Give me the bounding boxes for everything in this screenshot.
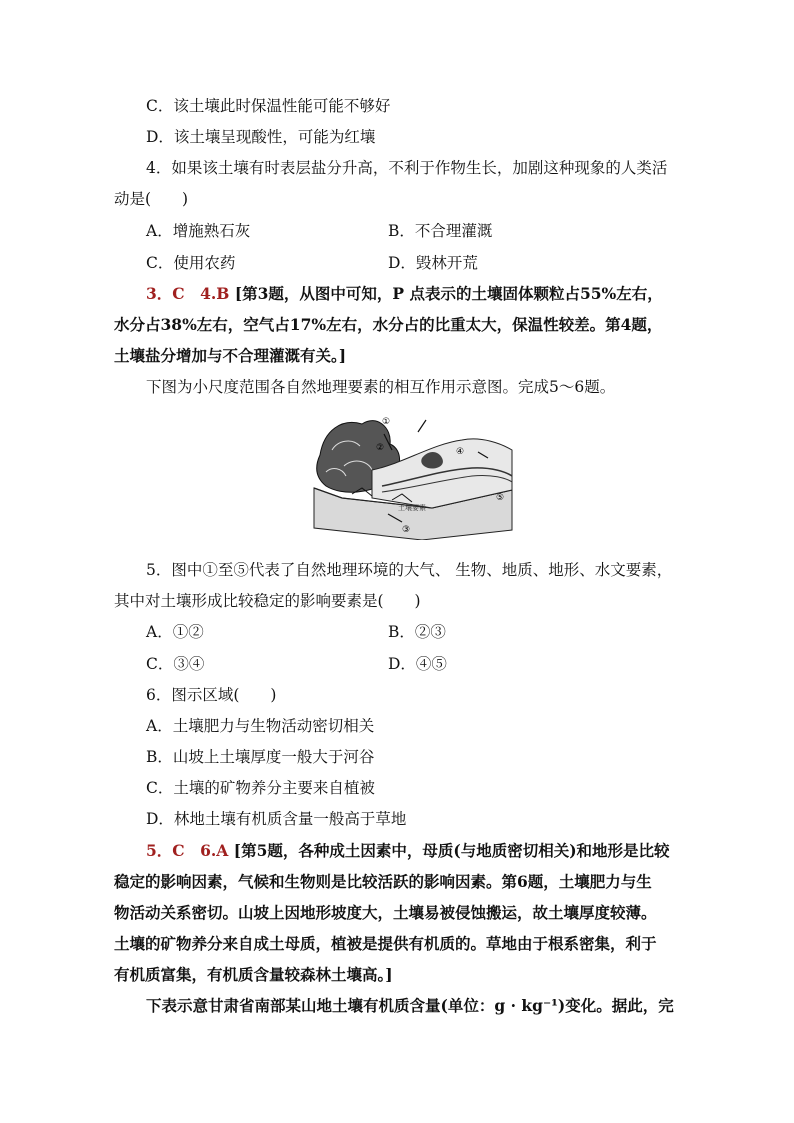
- answer-key: 5．C 6.A: [146, 841, 229, 860]
- q6-stem: 6．图示区域( ): [146, 686, 277, 704]
- q5-option-c: C．③④: [146, 655, 205, 673]
- answer-explanation: [第5题，各种成土因素中，母质(与地质密切相关)和地形是比较: [233, 841, 670, 860]
- answer-5-6-line3: 物活动关系密切。山坡上因地形坡度大，土壤易被侵蚀搬运，故土壤厚度较薄。: [114, 903, 657, 922]
- q3-option-c: C．该土壤此时保温性能可能不够好: [146, 97, 391, 115]
- q5-option-b: B．②③: [388, 623, 446, 641]
- q5-stem-line1: 5．图中①至⑤代表了自然地理环境的大气、 生物、地质、地形、水文要素，: [146, 561, 673, 579]
- answer-explanation: [第3题，从图中可知，P 点表示的土壤固体颗粒占55%左右，: [234, 284, 663, 303]
- answer-3-4: [146, 284, 663, 304]
- marker-3: ③: [402, 525, 411, 535]
- geography-diagram: [312, 410, 516, 540]
- q4-option-d: D．毁林开荒: [388, 254, 478, 272]
- q6-option-d: D．林地土壤有机质含量一般高于草地: [146, 810, 407, 828]
- q5-option-d: D．④⑤: [388, 655, 447, 673]
- q3-option-d: D．该土壤呈现酸性，可能为红壤: [146, 128, 376, 146]
- answer-5-6-line4: 土壤的矿物养分来自成土母质，植被是提供有机质的。草地由于根系密集，利于: [114, 934, 657, 953]
- marker-4: ④: [456, 447, 465, 457]
- answer-3-4-line3: 土壤盐分增加与不合理灌溉有关。]: [114, 346, 347, 365]
- q4-option-c: C．使用农药: [146, 254, 236, 272]
- soil-label: 土壤要素: [398, 504, 426, 512]
- q6-option-c: C．土壤的矿物养分主要来自植被: [146, 779, 375, 797]
- answer-key: 3．C 4.B: [146, 284, 230, 303]
- answer-3-4-line2: 水分占38%左右，空气占17%左右，水分占的比重太大，保温性较差。第4题，: [114, 315, 663, 334]
- q6-option-b: B．山坡上土壤厚度一般大于河谷: [146, 748, 375, 766]
- q4-stem-line2: 动是( ): [114, 190, 189, 208]
- q5-stem-line2: 其中对土壤形成比较稳定的影响要素是( ): [114, 592, 421, 610]
- q4-option-b: B．不合理灌溉: [388, 222, 493, 240]
- marker-2: ②: [376, 443, 385, 453]
- intro-table: 下表示意甘肃省南部某山地土壤有机质含量(单位：g · kg⁻¹)变化。据此，完: [146, 996, 674, 1015]
- answer-5-6: [146, 841, 670, 861]
- answer-5-6-line5: 有机质富集，有机质含量较森林土壤高。]: [114, 965, 393, 984]
- q5-option-a: A．①②: [146, 623, 204, 641]
- landscape-illustration: [312, 410, 516, 540]
- answer-5-6-line2: 稳定的影响因素，气候和生物则是比较活跃的影响因素。第6题，土壤肥力与生: [114, 872, 652, 891]
- marker-1: ①: [382, 417, 391, 427]
- q4-option-a: A．增施熟石灰: [146, 222, 251, 240]
- q6-option-a: A．土壤肥力与生物活动密切相关: [146, 717, 375, 735]
- q4-stem-line1: 4．如果该土壤有时表层盐分升高，不利于作物生长，加剧这种现象的人类活: [146, 159, 668, 177]
- marker-5: ⑤: [496, 493, 505, 503]
- intro-5-6: 下图为小尺度范围各自然地理要素的相互作用示意图。完成5～6题。: [146, 378, 616, 396]
